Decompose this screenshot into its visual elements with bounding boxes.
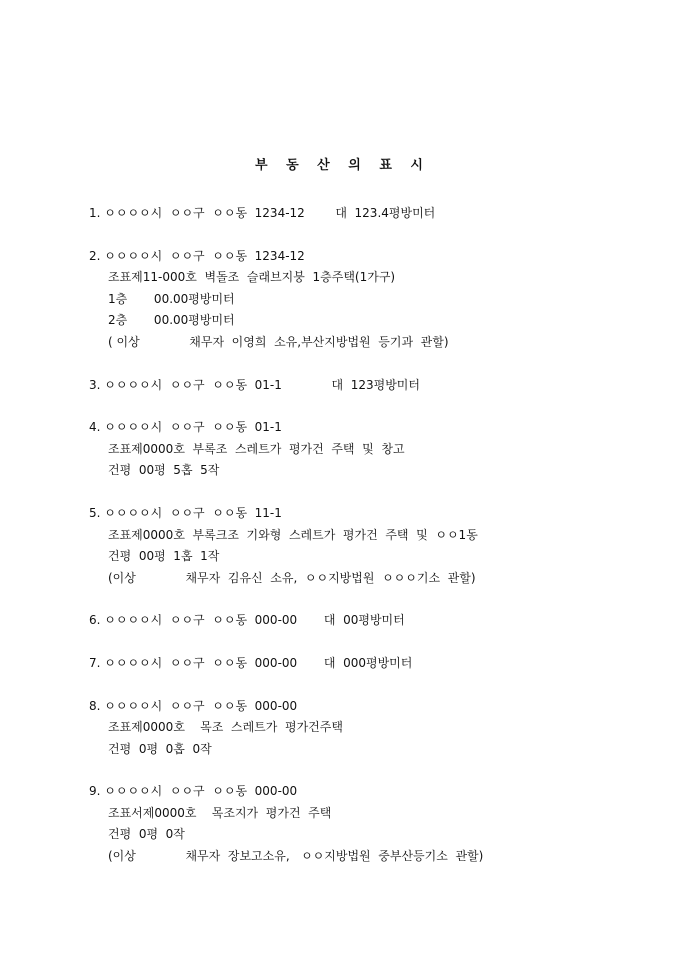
entry-address-line: 7. ㅇㅇㅇㅇ시 ㅇㅇ구 ㅇㅇ동 000-00 대 000평방미터 — [89, 655, 413, 670]
entry-address-line: 5. ㅇㅇㅇㅇ시 ㅇㅇ구 ㅇㅇ동 11-1 — [89, 505, 282, 520]
property-entry-2 — [89, 246, 649, 354]
property-entry-6 — [89, 610, 649, 632]
property-entry-7 — [89, 653, 649, 675]
entry-owner-line: (이상 채무자 장보고소유, ㅇㅇ지방법원 중부산등기소 관할) — [108, 849, 484, 864]
property-entry-8 — [89, 696, 649, 761]
entry-structure-line: 조표제0000호 부록조 스레트가 평가건 주택 및 창고 — [108, 441, 405, 456]
entry-floor-line: 1층 00.00평방미터 — [108, 291, 235, 306]
entry-area-line: 건평 0평 0홉 0작 — [108, 741, 212, 756]
entry-owner-line: (이상 채무자 김유신 소유, ㅇㅇ지방법원 ㅇㅇㅇ기소 관할) — [108, 570, 476, 585]
entry-address-line: 6. ㅇㅇㅇㅇ시 ㅇㅇ구 ㅇㅇ동 000-00 대 00평방미터 — [89, 613, 405, 628]
entry-structure-line: 조표제0000호 부록크조 기와형 스레트가 평가건 주택 및 ㅇㅇ1동 — [108, 527, 478, 542]
entry-address-line: 9. ㅇㅇㅇㅇ시 ㅇㅇ구 ㅇㅇ동 000-00 — [89, 784, 298, 799]
entry-area-line: 건평 00평 1홉 1작 — [108, 549, 220, 564]
entry-address-line: 3. ㅇㅇㅇㅇ시 ㅇㅇ구 ㅇㅇ동 01-1 대 123평방미터 — [89, 377, 420, 392]
property-entry-3 — [89, 375, 649, 397]
entry-structure-line: 조표제11-000호 벽돌조 슬래브지붕 1층주택(1가구) — [108, 270, 396, 285]
document-title: 부 동 산 의 표 시 — [255, 158, 425, 173]
entry-structure-line: 조표제0000호 목조 스레트가 평가건주택 — [108, 720, 343, 735]
entry-owner-line: ( 이상 채무자 이영희 소유,부산지방법원 등기과 관할) — [108, 334, 449, 349]
entry-area-line: 건평 0평 0작 — [108, 827, 185, 842]
property-entry-5 — [89, 503, 649, 589]
property-entry-9 — [89, 781, 649, 867]
entry-address-line: 4. ㅇㅇㅇㅇ시 ㅇㅇ구 ㅇㅇ동 01-1 — [89, 420, 282, 435]
entry-floor-line: 2층 00.00평방미터 — [108, 313, 235, 328]
entry-address-line: 2. ㅇㅇㅇㅇ시 ㅇㅇ구 ㅇㅇ동 1234-12 — [89, 248, 305, 263]
property-entry-4 — [89, 417, 649, 482]
entry-area-line: 건평 00평 5홉 5작 — [108, 463, 220, 478]
entry-structure-line: 조표서제0000호 목조지가 평가건 주택 — [108, 805, 332, 820]
entry-address-line: 8. ㅇㅇㅇㅇ시 ㅇㅇ구 ㅇㅇ동 000-00 — [89, 698, 298, 713]
entry-address-line: 1. ㅇㅇㅇㅇ시 ㅇㅇ구 ㅇㅇ동 1234-12 대 123.4평방미터 — [89, 206, 436, 220]
property-entry-1 — [89, 203, 649, 225]
property-list — [89, 203, 649, 889]
